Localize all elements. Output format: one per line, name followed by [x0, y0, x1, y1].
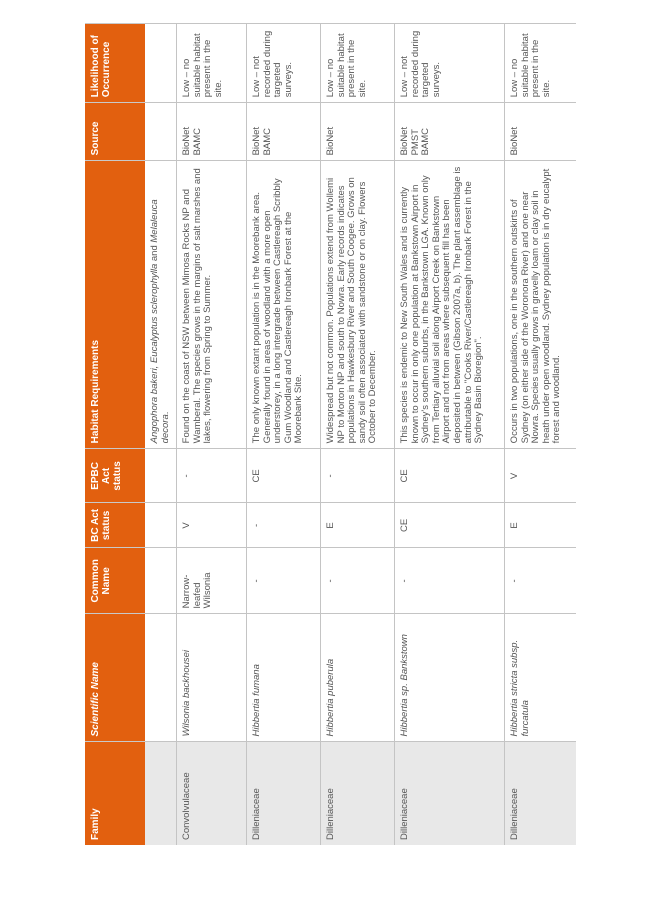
cell-bc-act	[145, 503, 177, 548]
source-line: BioNet	[181, 126, 192, 156]
cell-scientific-name: Hibbertia sp. Bankstown	[395, 614, 505, 742]
table-row	[177, 24, 247, 846]
cell-common-name: -	[247, 548, 321, 614]
cell-family: Dilleniaceae	[395, 742, 505, 845]
cell-habitat: This species is endemic to New South Wales and is currently known to occur in only one population at Bankstown Airport in Sydney's southern suburbs, in the Bankstown LGA. Known only from Tertiary alluvial soil along Airport Creek on Bankstown Airport and not from areas where subsequent fill has been deposited in between (Gibson 2007a, b). The plant assemblage is attributable to "Cooks River/Castlereagh Ironbark Forest in the Sydney Basin Bioregion".	[395, 161, 505, 449]
header-bc-act-status: BC Act status	[85, 503, 145, 548]
header-epbc-act-status: EPBC Act status	[85, 449, 145, 503]
header-source: Source	[85, 103, 145, 161]
cell-common-name: -	[321, 548, 395, 614]
cell-habitat	[145, 161, 177, 449]
cell-source	[321, 103, 395, 161]
cell-bc-act: E	[505, 503, 577, 548]
cell-scientific-name: Wilsonia backhousei	[177, 614, 247, 742]
cell-scientific-name: Hibbertia fumana	[247, 614, 321, 742]
habitat-conjunction: and	[149, 245, 160, 262]
cell-epbc-act: CE	[395, 449, 505, 503]
cell-likelihood: Low – no suitable habitat present in the site.	[505, 24, 577, 103]
cell-habitat: Found on the coast of NSW between Mimosa Rocks NP and Wamberal. The species grows in the margins of salt marshes and lakes, flowering from Spring to Summer.	[177, 161, 247, 449]
source-line: BioNet	[251, 126, 262, 156]
cell-source	[505, 103, 577, 161]
source-line: BioNet	[509, 126, 520, 156]
cell-family: Dilleniaceae	[321, 742, 395, 845]
cell-habitat: Occurs in two populations, one in the southern outskirts of Sydney (on either side of the Woronora River) and one near Nowra. Species usually grows in gravelly loam or clay soil in heath under open woodland. Sydney population is in dry eucalypt forest and woodland.	[505, 161, 577, 449]
cell-scientific-name	[145, 614, 177, 742]
habitat-species-list: Angophora bakeri, Eucalyptus sclerophylla	[149, 263, 160, 444]
cell-likelihood	[145, 24, 177, 103]
cell-source	[177, 103, 247, 161]
threatened-flora-table	[85, 23, 576, 845]
cell-family	[145, 742, 177, 845]
cell-common-name: -	[505, 548, 577, 614]
cell-common-name	[145, 548, 177, 614]
cell-source	[145, 103, 177, 161]
table-header-row	[85, 24, 145, 846]
cell-likelihood: Low – not recorded during targeted surveys.	[395, 24, 505, 103]
cell-epbc-act: -	[177, 449, 247, 503]
cell-bc-act: -	[247, 503, 321, 548]
table-row	[505, 24, 577, 846]
cell-source	[247, 103, 321, 161]
table-row-continued	[145, 24, 177, 846]
source-line: PMST	[409, 129, 421, 156]
source-line: BAMC	[420, 127, 432, 156]
cell-source	[395, 103, 505, 161]
cell-family: Dilleniaceae	[247, 742, 321, 845]
cell-habitat: Widespread but not common. Populations extend from Wollemi NP to Morton NP and south to Nowra. Early records indicates populations in Hawkesbury River and South Coogee. Grows on sandy soil often associated with sandstone or on clay. Flowers October to December.	[321, 161, 395, 449]
cell-likelihood: Low – not recorded during targeted surveys.	[247, 24, 321, 103]
cell-bc-act: V	[177, 503, 247, 548]
cell-family: Dilleniaceae	[505, 742, 577, 845]
cell-epbc-act: CE	[247, 449, 321, 503]
table-row	[395, 24, 505, 846]
cell-common-name: -	[395, 548, 505, 614]
scientific-name-text: Hibbertia stricta subsp. furcatula	[509, 639, 531, 737]
cell-bc-act: E	[321, 503, 395, 548]
source-line: BioNet	[399, 126, 410, 156]
source-line: BAMC	[191, 127, 203, 156]
cell-epbc-act	[145, 449, 177, 503]
habitat-full-stop: .	[159, 411, 171, 415]
cell-epbc-act: V	[505, 449, 577, 503]
source-line: BAMC	[261, 127, 273, 156]
cell-scientific-name	[505, 614, 577, 742]
cell-habitat: The only known extant population is in the Moorebank area. Generally found in areas of woodland with a more open understorey, in a long intergrade between Castlereagh Scribbly Gum Woodland and Castlereagh Ironbark Forest at the Moorebank Site.	[247, 161, 321, 449]
table-row	[321, 24, 395, 846]
habitat-species-final: Melaleuca decora	[149, 199, 171, 444]
table-row	[247, 24, 321, 846]
cell-likelihood: Low – no suitable habitat present in the site.	[321, 24, 395, 103]
cell-common-name: Narrow-leafed Wilsonia	[177, 548, 247, 614]
cell-family: Convolvulaceae	[177, 742, 247, 845]
header-scientific-name: Scientific Name	[85, 614, 145, 742]
header-family: Family	[85, 742, 145, 845]
cell-likelihood: Low – no suitable habitat present in the site.	[177, 24, 247, 103]
cell-epbc-act: -	[321, 449, 395, 503]
header-habitat-requirements: Habitat Requirements	[85, 161, 145, 449]
cell-scientific-name: Hibbertia puberula	[321, 614, 395, 742]
source-line: BioNet	[325, 126, 336, 156]
header-common-name: Common Name	[85, 548, 145, 614]
cell-bc-act: CE	[395, 503, 505, 548]
header-likelihood: Likelihood of Occurrence	[85, 24, 145, 103]
